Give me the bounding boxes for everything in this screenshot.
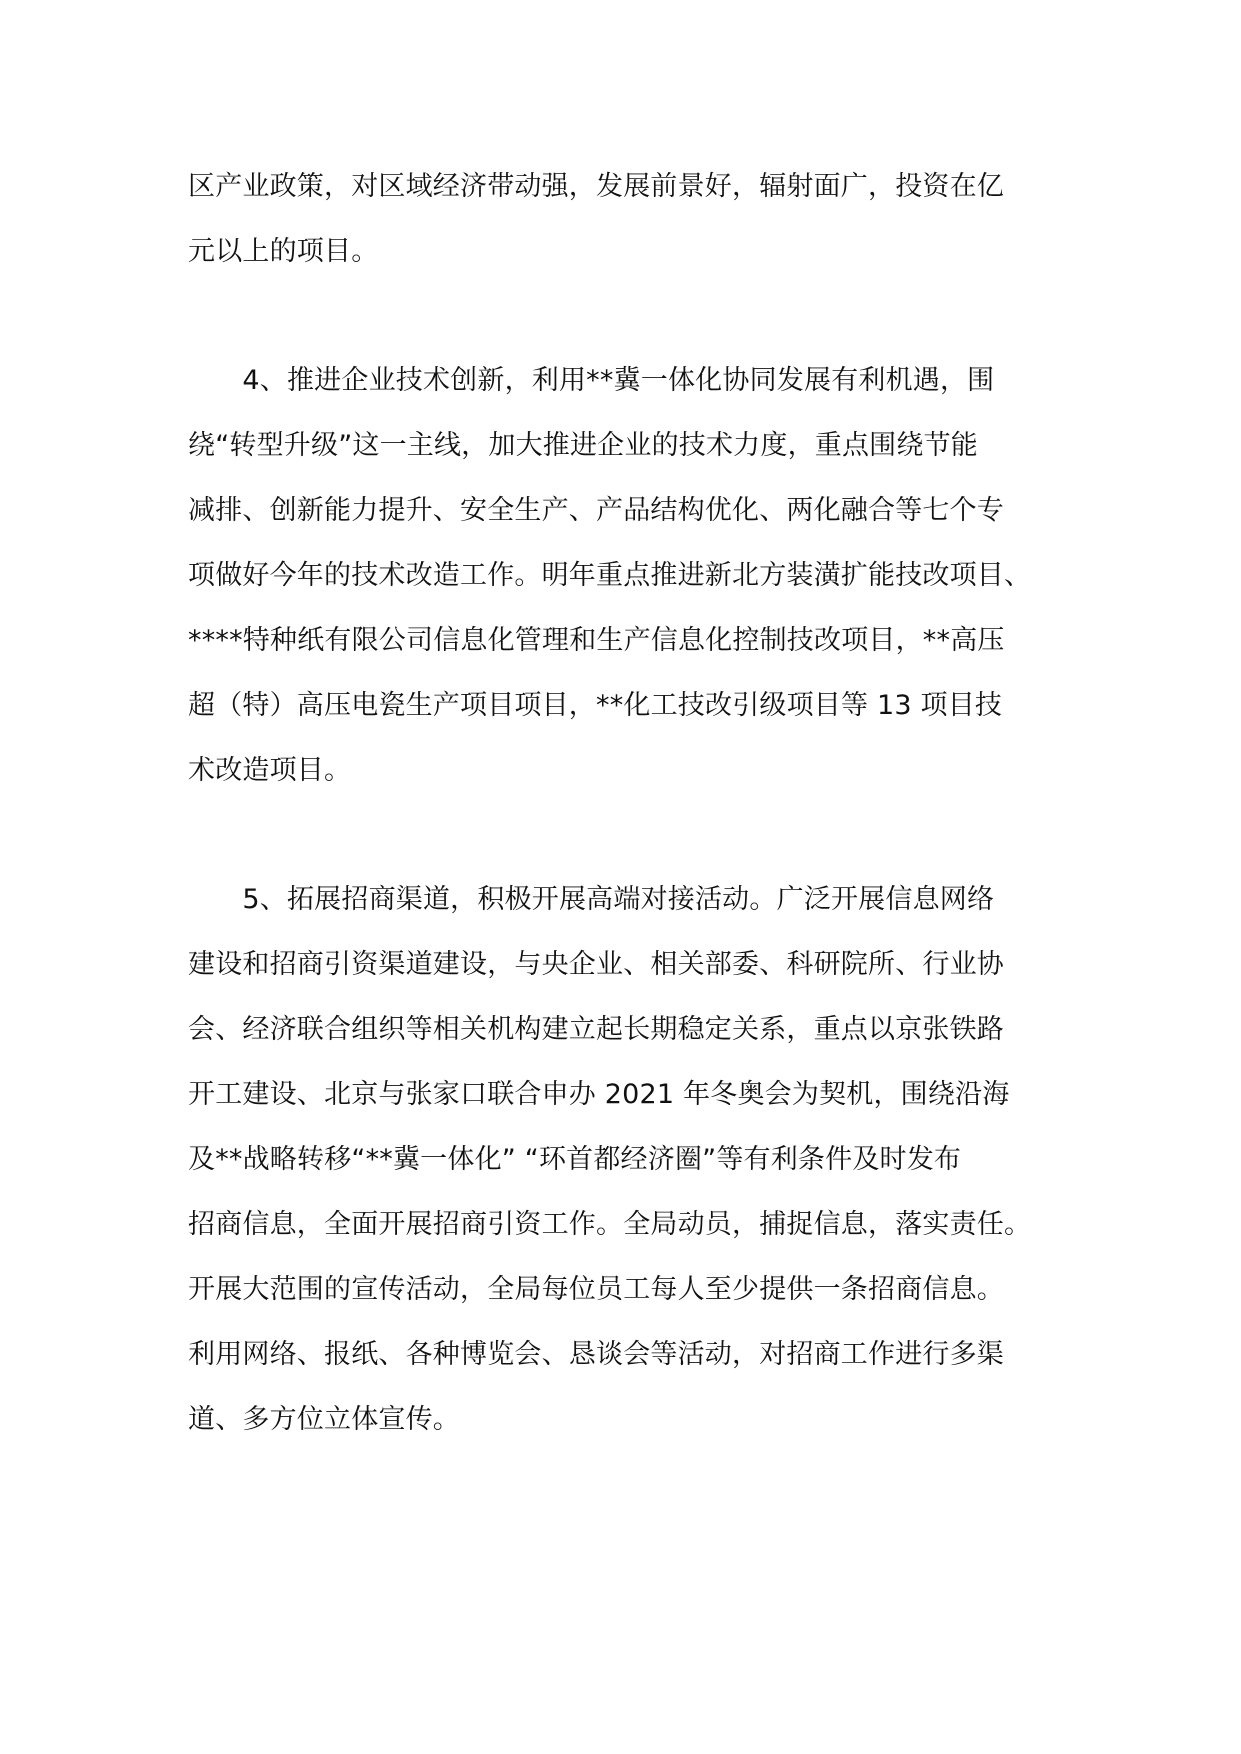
- text-line: 元以上的项目。: [188, 236, 379, 267]
- text-line: 会、经济联合组织等相关机构建立起长期稳定关系，重点以京张铁路: [188, 1014, 1004, 1045]
- text-line: 及**战略转移“**冀一体化” “环首都经济圈”等有利条件及时发布: [188, 1144, 962, 1175]
- text-line: 建设和招商引资渠道建设，与央企业、相关部委、科研院所、行业协: [188, 949, 1004, 980]
- text-line: 开展大范围的宣传活动，全局每位员工每人至少提供一条招商信息。: [188, 1274, 1004, 1305]
- text-line: 5、拓展招商渠道，积极开展高端对接活动。广泛开展信息网络: [188, 884, 995, 915]
- text-line: 4、推进企业技术创新，利用**冀一体化协同发展有利机遇，围: [188, 365, 995, 396]
- text-line: 项做好今年的技术改造工作。明年重点推进新北方装潢扩能技改项目、: [188, 560, 1032, 591]
- paragraph-investment-channels: [188, 867, 1031, 1452]
- text-line: 术改造项目。: [188, 755, 352, 786]
- paragraph-tech-innovation: [188, 348, 1031, 803]
- text-line: 利用网络、报纸、各种博览会、恳谈会等活动，对招商工作进行多渠: [188, 1339, 1004, 1370]
- text-line: 招商信息，全面开展招商引资工作。全局动员，捕捉信息，落实责任。: [188, 1209, 1032, 1240]
- text-line: 区产业政策，对区域经济带动强，发展前景好，辐射面广，投资在亿: [188, 171, 1004, 202]
- text-line: 超（特）高压电瓷生产项目项目，**化工技改引级项目等 13 项目技: [188, 690, 1003, 721]
- text-line: 道、多方位立体宣传。: [188, 1404, 460, 1435]
- text-line: ****特种纸有限公司信息化管理和生产信息化控制技改项目，**高压: [188, 625, 1005, 656]
- text-line: 绕“转型升级”这一主线，加大推进企业的技术力度，重点围绕节能: [188, 430, 978, 461]
- text-line: 开工建设、北京与张家口联合申办 2021 年冬奥会为契机，围绕沿海: [188, 1079, 1010, 1110]
- paragraph-project-criteria: [188, 154, 1004, 284]
- text-line: 减排、创新能力提升、安全生产、产品结构优化、两化融合等七个专: [188, 495, 1004, 526]
